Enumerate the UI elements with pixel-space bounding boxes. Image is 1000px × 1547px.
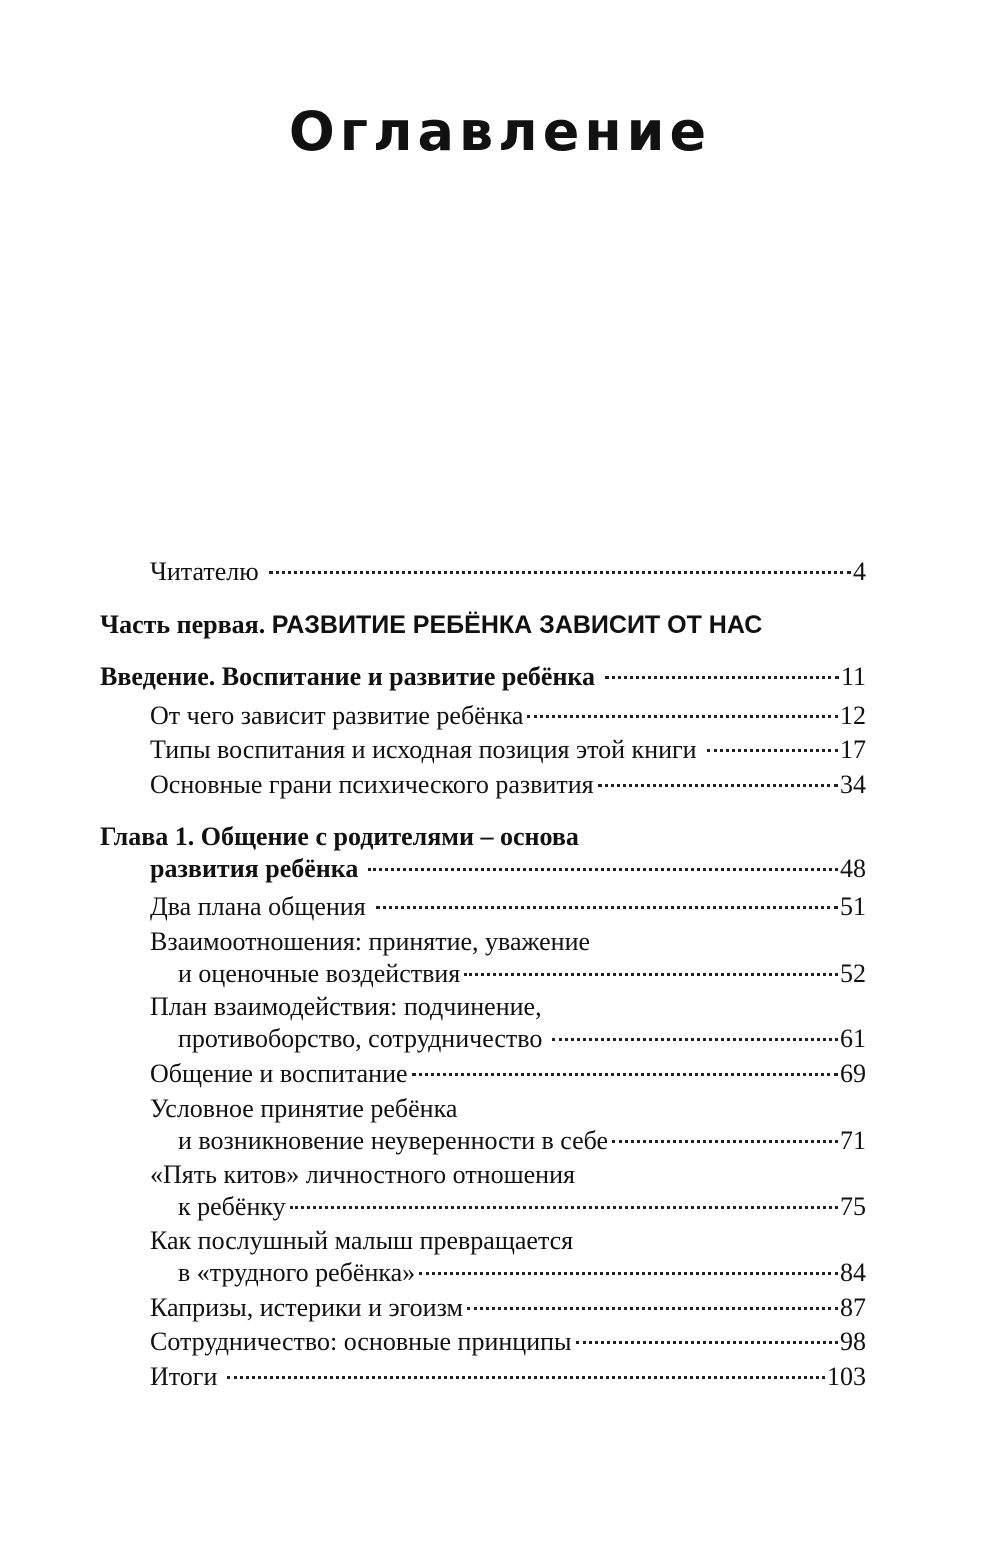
toc-entry[interactable] bbox=[178, 1022, 866, 1056]
part-prefix: Часть первая. bbox=[100, 610, 266, 639]
dot-leader bbox=[576, 1341, 839, 1344]
toc-entry[interactable] bbox=[178, 1190, 866, 1224]
toc-entry-label: Основные грани психического развития bbox=[150, 770, 594, 799]
toc-entry-line1[interactable]: План взаимодействия: подчинение, bbox=[150, 992, 542, 1021]
toc-page-number: 12 bbox=[840, 701, 866, 730]
toc-part-heading[interactable] bbox=[100, 608, 762, 642]
toc-entry[interactable] bbox=[178, 1256, 866, 1290]
page-title: Оглавление bbox=[288, 100, 712, 163]
toc-entry-label: в «трудного ребёнка» bbox=[178, 1258, 416, 1287]
toc-page-number: 69 bbox=[840, 1059, 866, 1088]
dot-leader bbox=[227, 1376, 825, 1379]
toc-entry-label: развития ребёнка bbox=[150, 854, 359, 883]
toc-page-number: 51 bbox=[840, 892, 866, 921]
toc-page-number: 17 bbox=[840, 735, 866, 764]
toc-entry[interactable] bbox=[150, 890, 866, 924]
dot-leader bbox=[368, 868, 838, 871]
toc-entry-label: Читателю bbox=[150, 557, 259, 586]
toc-entry-label: От чего зависит развитие ребёнка bbox=[150, 701, 524, 730]
toc-page-number: 87 bbox=[840, 1293, 866, 1322]
toc-entry[interactable] bbox=[150, 768, 866, 802]
toc-entry-label: Введение. Воспитание и развитие ребёнка bbox=[100, 662, 596, 691]
toc-entry-label: Капризы, истерики и эгоизм bbox=[150, 1293, 463, 1322]
dot-leader bbox=[269, 571, 851, 574]
dot-leader bbox=[527, 715, 838, 718]
toc-page-number: 4 bbox=[853, 557, 866, 586]
toc-entry-chapter1[interactable] bbox=[150, 852, 866, 886]
toc-entry[interactable] bbox=[178, 1124, 866, 1158]
toc-page-number: 75 bbox=[840, 1192, 866, 1221]
toc-entry-label: Типы воспитания и исходная позиция этой книги bbox=[150, 735, 697, 764]
toc-page-number: 34 bbox=[840, 770, 866, 799]
dot-leader bbox=[598, 784, 838, 787]
toc-page-number: 84 bbox=[840, 1258, 866, 1287]
toc-entry-label: и возникновение неуверенности в себе bbox=[178, 1126, 609, 1155]
toc-entry[interactable] bbox=[178, 957, 866, 991]
toc-page-number: 71 bbox=[840, 1126, 866, 1155]
toc-entry-label: противоборство, сотрудничество bbox=[178, 1024, 543, 1053]
dot-leader bbox=[605, 676, 839, 679]
toc-entry[interactable] bbox=[150, 1057, 866, 1091]
toc-entry-line1[interactable]: Взаимоотношения: принятие, уважение bbox=[150, 927, 591, 956]
toc-entry[interactable] bbox=[150, 1360, 866, 1394]
toc-entry-label: Итоги bbox=[150, 1362, 218, 1391]
toc-entry-line1[interactable]: Условное принятие ребёнка bbox=[150, 1094, 458, 1123]
toc-chapter-line1[interactable]: Глава 1. Общение с родителями – основа bbox=[100, 822, 579, 851]
toc-entry-label: Сотрудничество: основные принципы bbox=[150, 1327, 572, 1356]
dot-leader bbox=[412, 1073, 838, 1076]
toc-entry[interactable] bbox=[150, 1291, 866, 1325]
toc-entry-label: и оценочные воздействия bbox=[178, 959, 461, 988]
toc-entry[interactable] bbox=[150, 1325, 866, 1359]
part-title: РАЗВИТИЕ РЕБЁНКА ЗАВИСИТ ОТ НАС bbox=[271, 611, 763, 639]
dot-leader bbox=[707, 749, 838, 752]
toc-entry-reader[interactable] bbox=[150, 555, 866, 589]
toc-page-number: 103 bbox=[827, 1362, 866, 1391]
toc-page-number: 98 bbox=[840, 1327, 866, 1356]
toc-page-number: 48 bbox=[840, 854, 866, 883]
dot-leader bbox=[419, 1272, 838, 1275]
toc-page-number: 11 bbox=[840, 662, 866, 691]
toc-entry-label: Два плана общения bbox=[150, 892, 366, 921]
dot-leader bbox=[467, 1307, 838, 1310]
toc-entry[interactable] bbox=[150, 699, 866, 733]
toc-page-number: 52 bbox=[840, 959, 866, 988]
dot-leader bbox=[290, 1206, 838, 1209]
toc-entry-line1[interactable]: «Пять китов» личностного отношения bbox=[150, 1160, 575, 1189]
toc-entry-label: к ребёнку bbox=[178, 1192, 286, 1221]
toc-entry[interactable] bbox=[150, 733, 866, 767]
dot-leader bbox=[552, 1038, 838, 1041]
toc-entry-intro[interactable] bbox=[100, 660, 866, 694]
toc-page-number: 61 bbox=[840, 1024, 866, 1053]
toc-entry-label: Общение и воспитание bbox=[150, 1059, 408, 1088]
dot-leader bbox=[612, 1140, 838, 1143]
dot-leader bbox=[464, 973, 838, 976]
toc-entry-line1[interactable]: Как послушный малыш превращается bbox=[150, 1226, 574, 1255]
dot-leader bbox=[376, 906, 838, 909]
